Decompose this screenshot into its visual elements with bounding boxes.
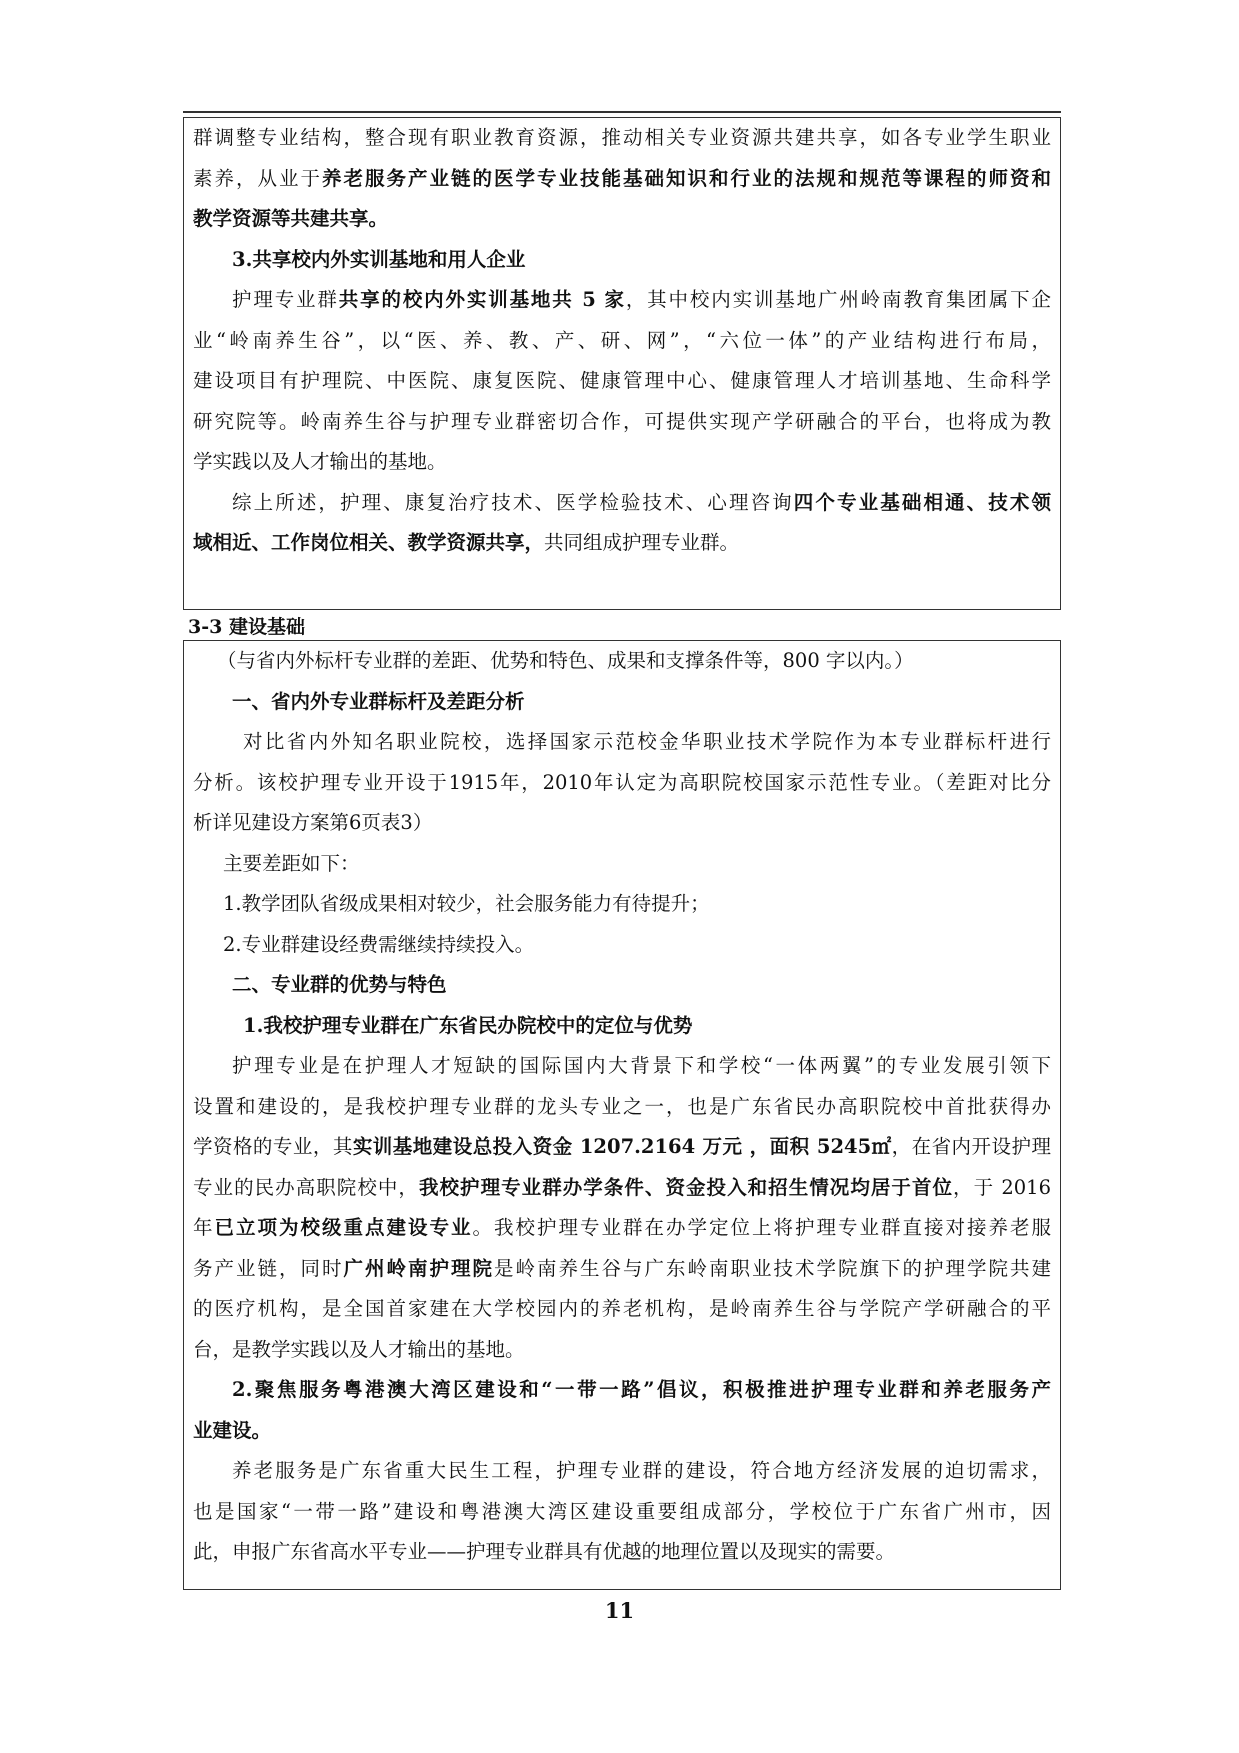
text-line: 主要差距如下： [223, 851, 360, 875]
text-line: 建设项目有护理院、中医院、康复医院、健康管理中心、健康管理人才培训基地、生命科学 [193, 369, 1051, 392]
text-line: 护理专业是在护理人才短缺的国际国内大背景下和学校“一体两翼”的专业发展引领下 [232, 1054, 1051, 1077]
list-item: 2.专业群建设经费需继续持续投入。 [223, 932, 535, 956]
content-box-lower [183, 640, 1061, 1590]
subheading: 1.我校护理专业群在广东省民办院校中的定位与优势 [243, 1013, 693, 1037]
content-box-upper [183, 117, 1061, 610]
text-line: 群调整专业结构，整合现有职业教育资源，推动相关专业资源共建共享，如各专业学生职业 [193, 126, 1051, 149]
text-line: 教学资源等共建共享。 [193, 207, 389, 230]
text-line: 此，申报广东省高水平专业——护理专业群具有优越的地理位置以及现实的需要。 [193, 1540, 896, 1563]
text-line: 护理专业群共享的校内外实训基地共 5 家，其中校内实训基地广州岭南教育集团属下企 [232, 288, 1051, 311]
text-line: 研究院等。岭南养生谷与护理专业群密切合作，可提供实现产学研融合的平台，也将成为教 [193, 409, 1051, 433]
heading-2: 二、专业群的优势与特色 [232, 973, 447, 996]
text-line: 专业的民办高职院校中，我校护理专业群办学条件、资金投入和招生情况均居于首位，于 2016 [193, 1175, 1051, 1199]
text-line: 分析。该校护理专业开设于1915年，2010年认定为高职院校国家示范性专业。（差距对比分 [193, 770, 1051, 794]
text-line: 台，是教学实践以及人才输出的基地。 [193, 1337, 525, 1361]
text-line: 域相近、工作岗位相关、教学资源共享，共同组成护理专业群。 [193, 531, 740, 554]
text-line: 对比省内外知名职业院校，选择国家示范校金华职业技术学院作为本专业群标杆进行 [243, 730, 1051, 753]
text-line: 年已立项为校级重点建设专业。我校护理专业群在办学定位上将护理专业群直接对接养老服 [193, 1216, 1051, 1239]
subheading: 业建设。 [193, 1418, 272, 1442]
section-title: 3-3 建设基础 [188, 616, 305, 638]
list-item: 1.教学团队省级成果相对较少，社会服务能力有待提升； [223, 892, 710, 915]
text-line: 养老服务是广东省重大民生工程，护理专业群的建设，符合地方经济发展的迫切需求， [232, 1459, 1051, 1482]
subheading: 2.聚焦服务粤港澳大湾区建设和“一带一路”倡议，积极推进护理专业群和养老服务产 [232, 1378, 1051, 1401]
subheading: 3.共享校内外实训基地和用人企业 [232, 247, 526, 271]
text-line: 务产业链，同时广州岭南护理院是岭南养生谷与广东岭南职业技术学院旗下的护理学院共建 [193, 1256, 1051, 1280]
text-line: 析详见建设方案第6页表3） [193, 811, 433, 834]
text-line: 也是国家“一带一路”建设和粤港澳大湾区建设重要组成部分，学校位于广东省广州市，因 [193, 1499, 1051, 1523]
instruction-note: （与省内外标杆专业群的差距、优势和特色、成果和支撑条件等，800 字以内。） [217, 649, 914, 672]
page-number: 11 [604, 1598, 635, 1623]
header-rule [183, 111, 1061, 113]
text-line: 学资格的专业，其实训基地建设总投入资金 1207.2164 万元 ，面积 5245㎡，在省内开设护理 [193, 1135, 1051, 1158]
text-line: 业“岭南养生谷”，以“医、养、教、产、研、网”，“六位一体”的产业结构进行布局， [193, 328, 1051, 352]
text-line: 素养，从业于养老服务产业链的医学专业技能基础知识和行业的法规和规范等课程的师资和 [193, 166, 1051, 190]
text-line: 综上所述，护理、康复治疗技术、医学检验技术、心理咨询四个专业基础相通、技术领 [232, 490, 1051, 514]
text-line: 设置和建设的，是我校护理专业群的龙头专业之一，也是广东省民办高职院校中首批获得办 [193, 1094, 1051, 1118]
text-line: 的医疗机构，是全国首家建在大学校园内的养老机构，是岭南养生谷与学院产学研融合的平 [193, 1297, 1051, 1320]
heading-1: 一、省内外专业群标杆及差距分析 [232, 689, 525, 713]
text-line: 学实践以及人才输出的基地。 [193, 450, 447, 473]
